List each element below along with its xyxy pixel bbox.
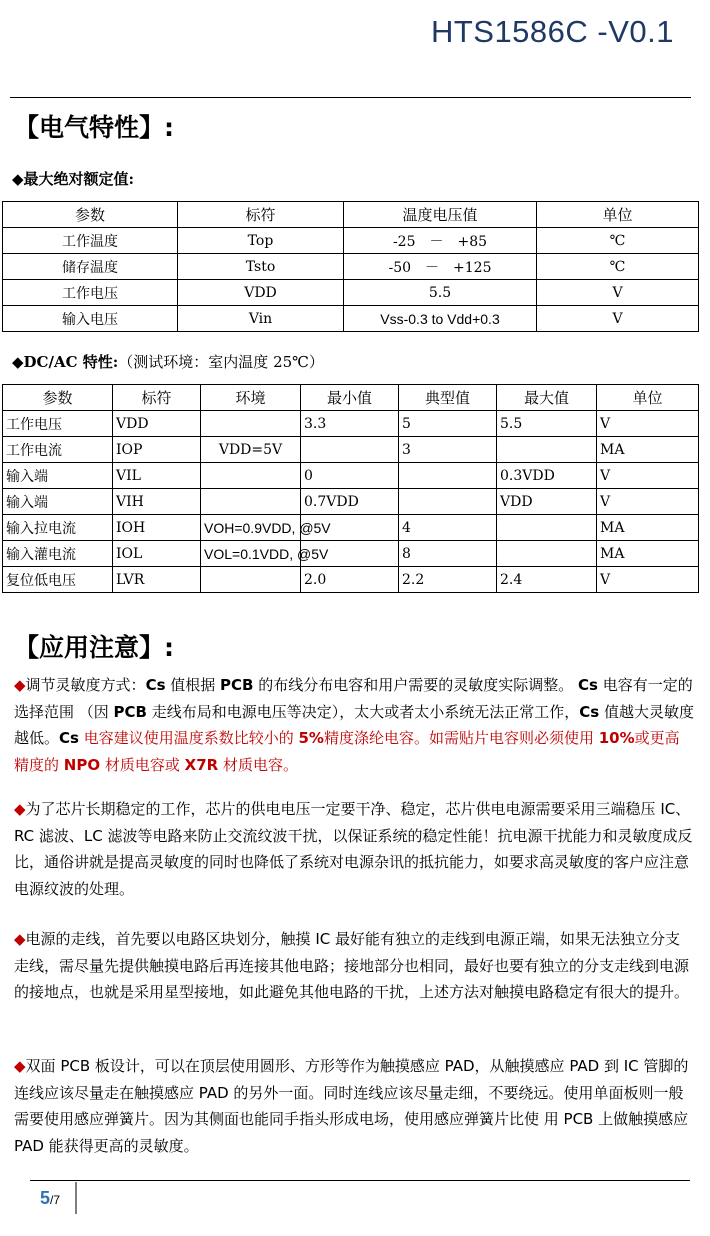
note-paragraph-1 (14, 672, 694, 778)
table-header-row (3, 202, 699, 228)
page-current: 5 (40, 1188, 51, 1208)
table-cell: VDD=5V (201, 437, 301, 463)
note-text: Cs (579, 702, 600, 721)
table-cell: IOP (113, 437, 201, 463)
table-cell: VOH=0.9VDD, @5V (201, 515, 301, 541)
table-row (3, 567, 699, 593)
table-cell: V (597, 489, 699, 515)
note-text: PCB (113, 702, 147, 721)
note-paragraph-3 (14, 926, 694, 1006)
table-cell: MA (597, 437, 699, 463)
note-text: 走线布局和电源电压等决定），太大或者太小系统无法正常工作， (146, 702, 580, 721)
note-text: 值越大灵敏度越低。 (14, 702, 694, 747)
note-text: 为了芯片长期稳定的工作，芯片的供电电压一定要干净、稳定，芯片供电电源需要采用三端稳压 IC、RC 滤波、LC 滤波等电路来防止交流纹波干扰，以保证系统的稳定性能！抗电源干扰能力和灵敏度成反比，通俗讲就是提高灵敏度的同时也降低了系统对电源杂讯的抵抗能力，如要求高灵敏度的客户应注意电源纹波的处理。 (14, 800, 693, 898)
table-cell: 工作电压 (3, 411, 113, 437)
footer-divider (30, 1180, 690, 1181)
table-cell: 5.5 (497, 411, 597, 437)
table-cell: 0 (301, 463, 399, 489)
section-title-notes: 【应用注意】: (14, 633, 174, 662)
diamond-bullet-icon: ◆ (14, 930, 26, 948)
table-cell: 输入端 (3, 489, 113, 515)
table-cell: 输入端 (3, 463, 113, 489)
table-cell: IOL (113, 541, 201, 567)
table-cell: 5.5 (344, 280, 537, 306)
table-row (3, 515, 699, 541)
table-cell (201, 567, 301, 593)
dcac-title-label: ◆DC/AC 特性: (12, 353, 119, 371)
dcac-title (12, 351, 324, 372)
table-row (3, 254, 699, 280)
table-cell: 复位低电压 (3, 567, 113, 593)
table-cell: 2.0 (301, 567, 399, 593)
diamond-bullet-icon: ◆ (14, 800, 26, 818)
dcac-table (2, 384, 699, 593)
note-text: 电源的走线，首先要以电路区块划分，触摸 IC 最好能有独立的走线到电源正端，如果无法独立分支走线，需尽量先提供触摸电路后再连接其他电路；接地部分也相同，最好也要有独立的分支走线到电源的接地点，也就是采用星型接地，如此避免其他电路的干扰，上述方法对触摸电路稳定有很大的提升。 (14, 930, 690, 1001)
col-header: 单位 (537, 202, 699, 228)
note-text: Cs (578, 676, 598, 694)
table-cell: 4 (399, 515, 497, 541)
dcac-test-note: （测试环境：室内温度 25℃） (118, 353, 324, 371)
table-cell: 2.2 (399, 567, 497, 593)
table-cell: 8 (399, 541, 497, 567)
table-cell: 工作电流 (3, 437, 113, 463)
table-cell: VIH (113, 489, 201, 515)
table-row (3, 437, 699, 463)
table-row (3, 463, 699, 489)
col-header: 标符 (113, 385, 201, 411)
table-row (3, 306, 699, 332)
note-warning-text: 电容建议使用温度系数比较小的 (78, 729, 299, 747)
section-title-electrical: 【电气特性】: (14, 113, 174, 142)
table-cell: 2.4 (497, 567, 597, 593)
table-cell (399, 489, 497, 515)
page-total: /7 (50, 1193, 61, 1207)
col-header: 参数 (3, 385, 113, 411)
table-row (3, 489, 699, 515)
table-cell (497, 515, 597, 541)
table-cell: 5 (399, 411, 497, 437)
col-header: 单位 (597, 385, 699, 411)
table-cell (201, 463, 301, 489)
note-text: PCB (220, 676, 254, 694)
note-text: 值根据 (165, 676, 221, 694)
table-cell: VOL=0.1VDD, @5V (201, 541, 301, 567)
table-cell (201, 411, 301, 437)
table-cell: VDD (497, 489, 597, 515)
table-cell (497, 437, 597, 463)
table-cell: V (537, 306, 699, 332)
col-header: 典型值 (399, 385, 497, 411)
note-text: Cs (145, 676, 166, 694)
table-cell: ℃ (537, 254, 699, 280)
table-cell: -50 － +125 (344, 254, 537, 280)
table-row (3, 228, 699, 254)
col-header: 环境 (201, 385, 301, 411)
col-header: 最小值 (301, 385, 399, 411)
note-warning-text: 材质电容。 (218, 755, 298, 774)
table-cell: MA (597, 541, 699, 567)
table-cell: V (537, 280, 699, 306)
table-cell: 输入拉电流 (3, 515, 113, 541)
note-warning-text: 材质电容或 (100, 755, 185, 774)
table-cell: LVR (113, 567, 201, 593)
header-divider (10, 97, 691, 98)
table-cell: V (597, 463, 699, 489)
note-paragraph-4 (14, 1053, 694, 1159)
document-title: HTS1586C -V0.1 (430, 14, 674, 49)
table-cell: 工作温度 (3, 228, 178, 254)
table-cell: VDD (113, 411, 201, 437)
table-cell: Vss-0.3 to Vdd+0.3 (344, 306, 537, 332)
diamond-bullet-icon: ◆ (14, 676, 26, 694)
table-cell (399, 463, 497, 489)
table-cell: MA (597, 515, 699, 541)
table-cell: Vin (178, 306, 344, 332)
table-cell: V (597, 567, 699, 593)
table-cell (301, 437, 399, 463)
page-number (40, 1188, 60, 1209)
table-cell: ℃ (537, 228, 699, 254)
note-warning-text: 精度涤纶电容。如需贴片电容则必须使用 (323, 729, 599, 747)
note-warning-text: X7R (184, 755, 219, 774)
table-cell: IOH (113, 515, 201, 541)
table-cell: Tsto (178, 254, 344, 280)
note-warning-text: NPO (63, 755, 101, 774)
table-cell: 0.3VDD (497, 463, 597, 489)
table-row (3, 411, 699, 437)
note-warning-text: 5% (298, 729, 324, 747)
note-warning-text: 10% (598, 729, 635, 747)
table-cell: 储存温度 (3, 254, 178, 280)
table-cell: 工作电压 (3, 280, 178, 306)
note-text: 双面 PCB 板设计，可以在顶层使用圆形、方形等作为触摸感应 PAD，从触摸感应 PAD 到 IC 管脚的连线应该尽量走在触摸感应 PAD 的另外一面。同时连线应该尽量走细，不要绕远。使用单面板则一般需要使用感应弹簧片。因为其侧面也能同手指头形成电场，使用感应弹簧片比使 用 PCB 上做触摸感应 PAD 能获得更高的灵敏度。 (14, 1057, 689, 1155)
table-cell: 3 (399, 437, 497, 463)
note-text: 电容有一定的选择范围 （因 (14, 676, 693, 721)
table-cell: V (597, 411, 699, 437)
table-cell: VIL (113, 463, 201, 489)
note-warning-text: 或更高精度的 (14, 729, 680, 774)
table-header-row (3, 385, 699, 411)
table-cell: VDD (178, 280, 344, 306)
table-cell: Top (178, 228, 344, 254)
table-cell: 输入灌电流 (3, 541, 113, 567)
note-paragraph-2 (14, 796, 694, 902)
note-text: 调节灵敏度方式： (25, 676, 146, 694)
col-header: 最大值 (497, 385, 597, 411)
footer-vertical-bar (75, 1182, 77, 1214)
table-cell (201, 489, 301, 515)
abs-max-table (2, 201, 699, 332)
table-cell (497, 541, 597, 567)
col-header: 参数 (3, 202, 178, 228)
table-cell: -25 － +85 (344, 228, 537, 254)
note-text: 的布线分布电容和用户需要的灵敏度实际调整。 (253, 676, 579, 694)
col-header: 标符 (178, 202, 344, 228)
table-cell: 0.7VDD (301, 489, 399, 515)
col-header: 温度电压值 (344, 202, 537, 228)
table-cell: 输入电压 (3, 306, 178, 332)
note-text: Cs (59, 729, 79, 747)
diamond-bullet-icon: ◆ (14, 1057, 26, 1075)
table-row (3, 541, 699, 567)
table-row (3, 280, 699, 306)
table-cell: 3.3 (301, 411, 399, 437)
abs-max-title: ◆最大绝对额定值: (12, 170, 135, 188)
